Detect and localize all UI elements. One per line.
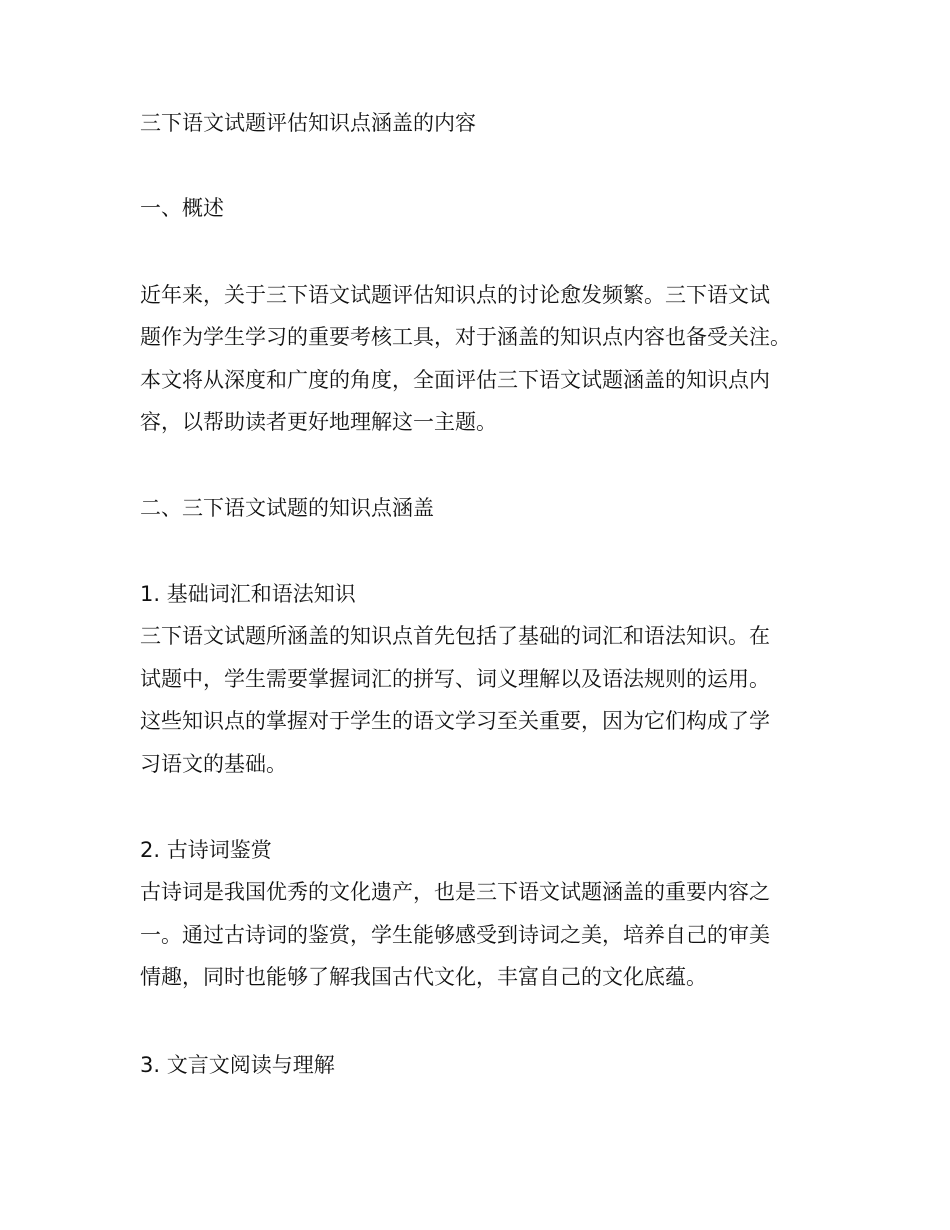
paragraph-line: 一。通过古诗词的鉴赏，学生能够感受到诗词之美，培养自己的审美 [140, 923, 770, 947]
paragraph-line: 题作为学生学习的重要考核工具，对于涵盖的知识点内容也备受关注。 [140, 325, 791, 349]
document-title: 三下语文试题评估知识点涵盖的内容 [140, 111, 476, 135]
paragraph-line: 三下语文试题所涵盖的知识点首先包括了基础的词汇和语法知识。在 [140, 624, 770, 648]
item-heading-vocabulary: 1. 基础词汇和语法知识 [140, 582, 356, 606]
item-heading-classical-chinese: 3. 文言文阅读与理解 [140, 1053, 335, 1077]
paragraph-line: 古诗词是我国优秀的文化遗产，也是三下语文试题涵盖的重要内容之 [140, 880, 770, 904]
paragraph-line: 情趣，同时也能够了解我国古代文化，丰富自己的文化底蕴。 [140, 965, 707, 989]
paragraph-line: 容，以帮助读者更好地理解这一主题。 [140, 410, 497, 434]
item-heading-poetry: 2. 古诗词鉴赏 [140, 838, 272, 862]
paragraph-line: 习语文的基础。 [140, 752, 287, 776]
paragraph-line: 这些知识点的掌握对于学生的语文学习至关重要，因为它们构成了学 [140, 709, 770, 733]
paragraph-line: 本文将从深度和广度的角度，全面评估三下语文试题涵盖的知识点内 [140, 368, 770, 392]
section-heading-overview: 一、概述 [140, 196, 224, 220]
paragraph-line: 试题中，学生需要掌握词汇的拼写、词义理解以及语法规则的运用。 [140, 667, 770, 691]
section-heading-coverage: 二、三下语文试题的知识点涵盖 [140, 496, 434, 520]
paragraph-line: 近年来，关于三下语文试题评估知识点的讨论愈发频繁。三下语文试 [140, 283, 770, 307]
